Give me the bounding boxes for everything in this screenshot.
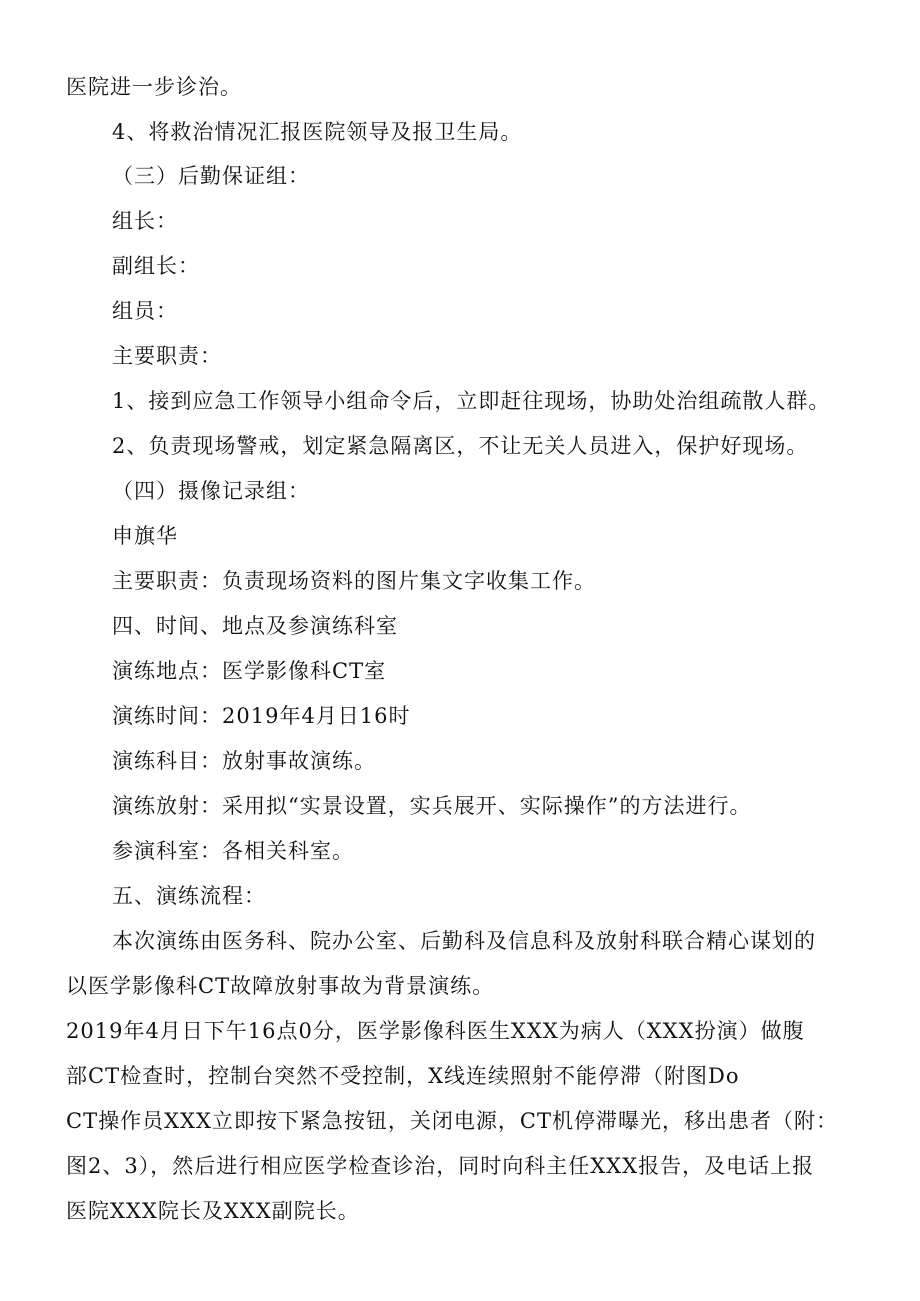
text-line: 以医学影像科CT故障放射事故为背景演练。 [66,974,495,998]
section-heading: 四、时间、地点及参演练科室 [112,614,398,638]
text-line: 演练时间：2019年4月日16时 [112,704,411,728]
text-line: 主要职责： [112,344,222,368]
text-line: 部CT检查时，控制台突然不受控制，X线连续照射不能停滞（附图Do [66,1064,740,1088]
text-line: 1、接到应急工作领导小组命令后，立即赶往现场，协助处治组疏散人群。 [112,389,831,413]
text-line: 参演科室：各相关科室。 [112,839,354,863]
text-line: 2、负责现场警戒，划定紧急隔离区，不让无关人员进入，保护好现场。 [112,434,809,458]
text-line: 演练放射：采用拟“实景设置，实兵展开、实际操作”的方法进行。 [112,794,752,818]
text-line: 医院XXX院长及XXX副院长。 [66,1199,360,1223]
text-line: 医院进一步诊治。 [66,75,242,99]
text-line: 演练科目：放射事故演练。 [112,749,376,773]
text-line: 组员： [112,299,178,323]
text-line: 组长： [112,209,178,233]
text-line: 2019年4月日下午16点0分，医学影像科医生XXX为病人（XXX扮演）做腹 [66,1019,805,1043]
text-line: 本次演练由医务科、院办公室、后勤科及信息科及放射科联合精心谋划的 [112,929,816,953]
text-line: 副组长： [112,254,200,278]
section-heading: （四）摄像记录组： [112,479,310,503]
section-heading: （三）后勤保证组： [112,164,310,188]
text-line: 图2、3），然后进行相应医学检查诊治，同时向科主任XXX报告，及电话上报 [66,1154,815,1178]
text-line: CT操作员XXX立即按下紧急按钮，关闭电源，CT机停滞曝光，移出患者（附： [66,1109,838,1133]
text-line: 4、将救治情况汇报医院领导及报卫生局。 [112,120,523,144]
text-line: 演练地点：医学影像科CT室 [112,659,387,683]
text-line: 主要职责：负责现场资料的图片集文字收集工作。 [112,569,596,593]
text-line: 申旗华 [112,524,178,548]
section-heading: 五、演练流程： [112,884,266,908]
